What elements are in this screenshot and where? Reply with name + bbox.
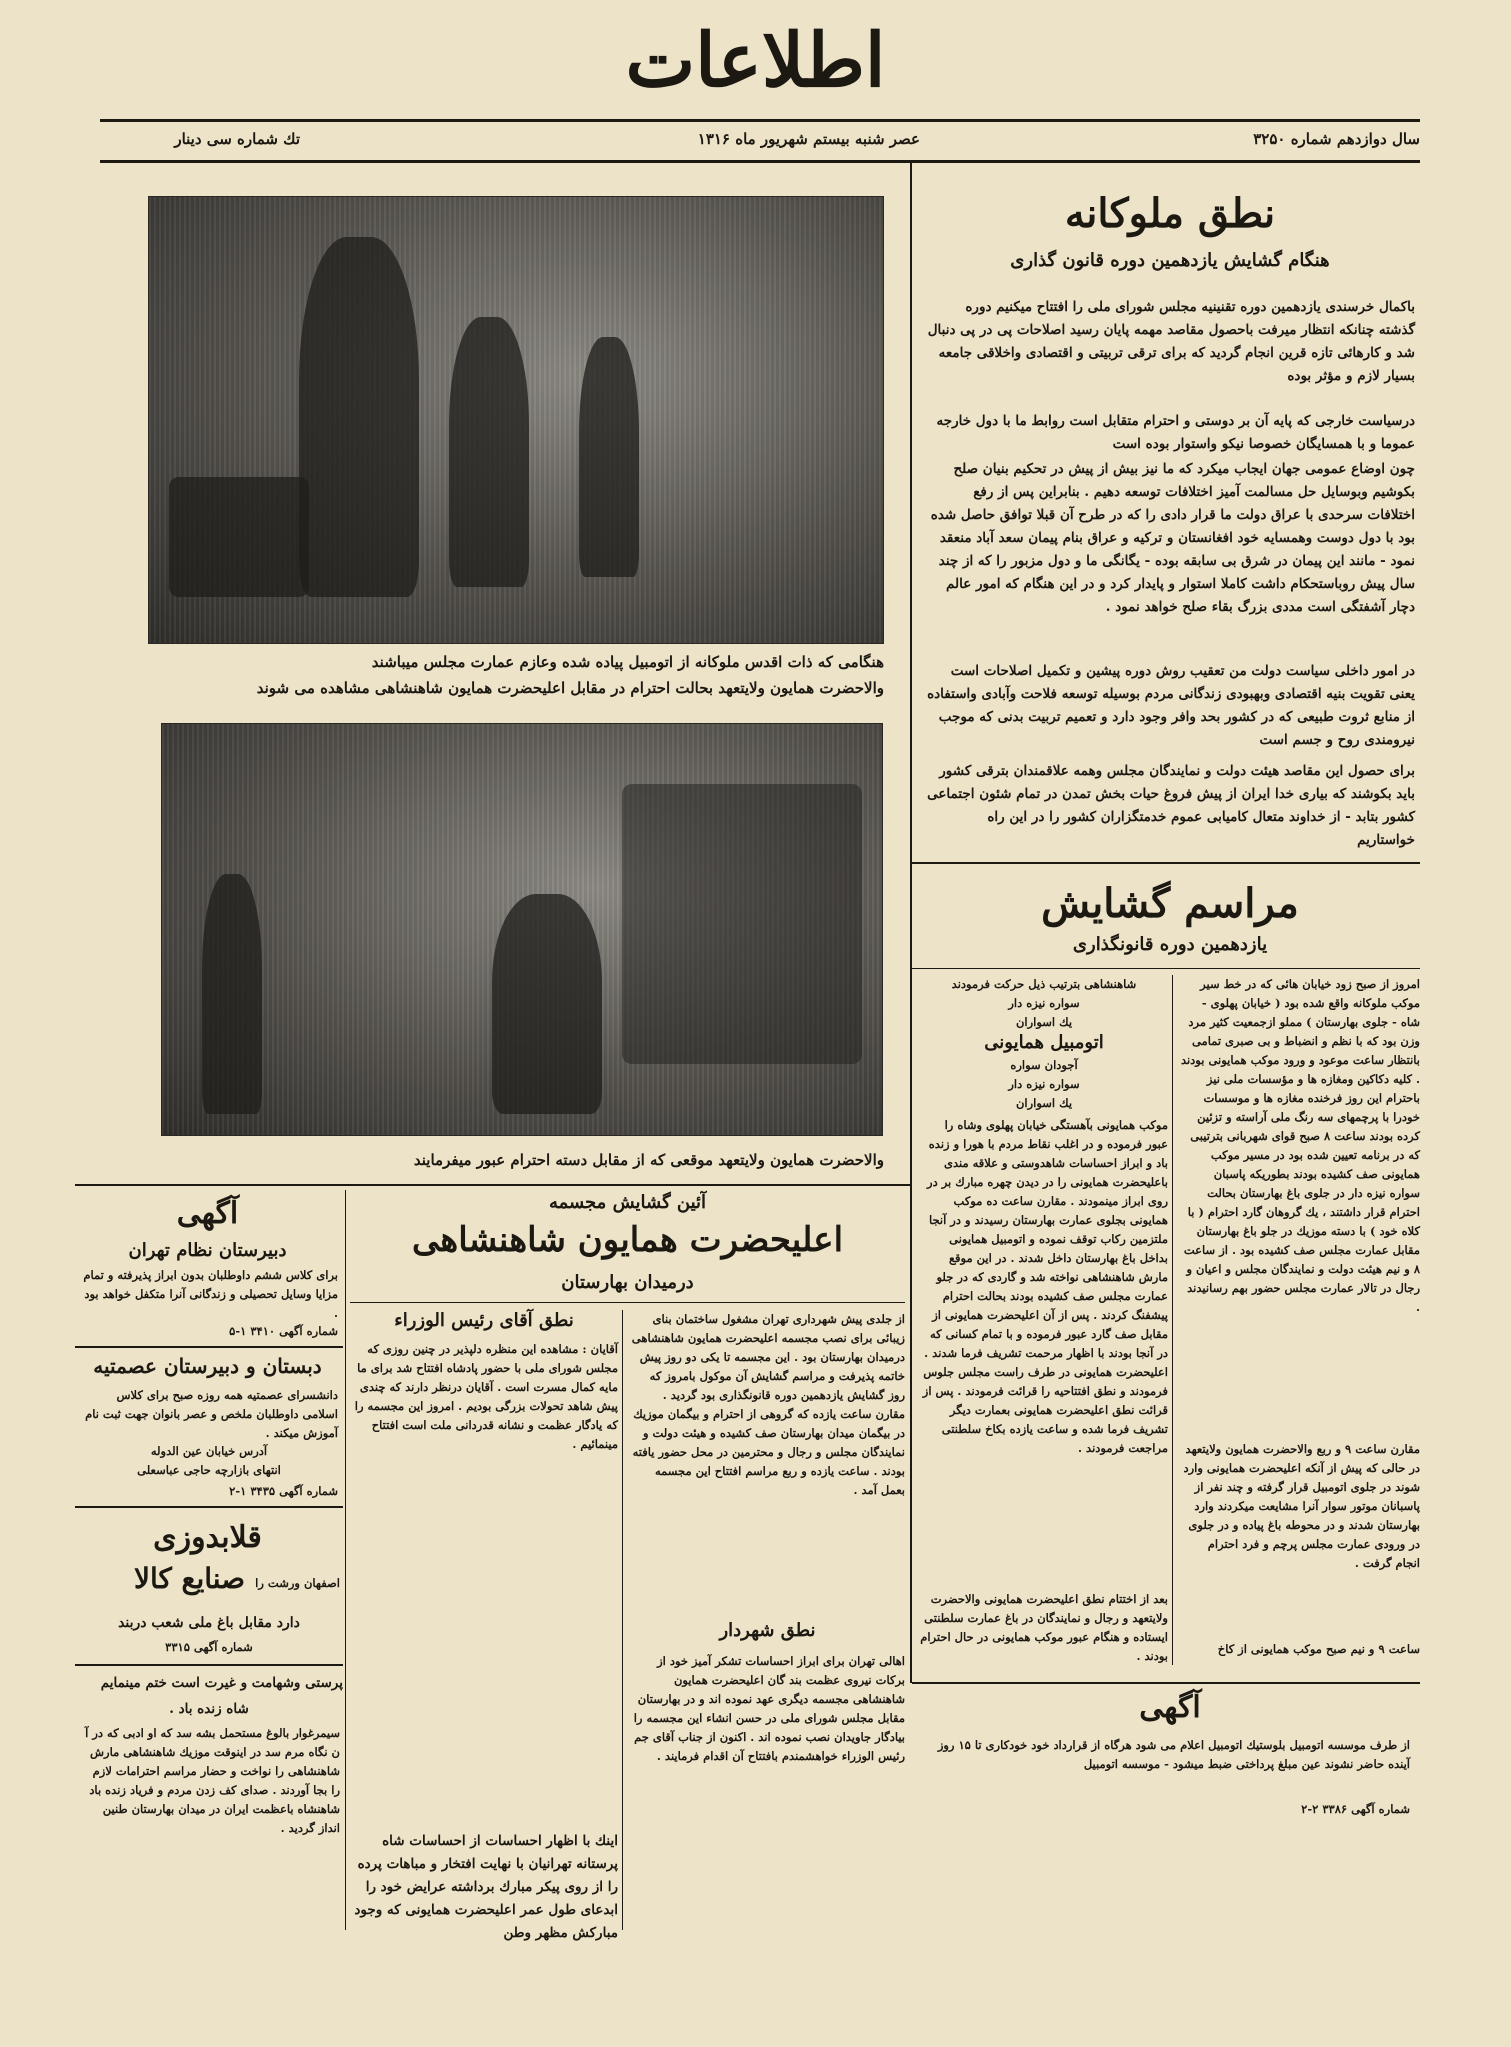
- photo-figure: [449, 317, 529, 587]
- ad-girls-school-address: آدرس خیابان عین الدوله: [150, 1444, 268, 1458]
- ad-girls-school-address2: انتهای بازارچه حاجی عباسعلی: [137, 1463, 281, 1477]
- ceremony-column-right-3: ساعت ۹ و نیم صبح موکب همایونی از کاخ: [1217, 1642, 1420, 1656]
- statue-column-right: از جلدی پیش شهرداری تهران مشغول ساختمان بنای زیبائی برای نصب مجسمه اعلیحضرت همایون شاهنشاهی درمیدان بهارستان بود . این مجسمه تا یکی دو روز پیش خاتمه پذیرفت و مراسم گشایش آن موکول بامروز که روز گشایش یازدهمین دوره قانونگذاری بود گردید . مقارن ساعت یازده که گروهی از احترام و بیگمان موزیك در بیگمان میدان بهارستان صف کشیده و هیئت دولت و نمایندگان مجلس و رجال و محترمین در محل حضور یافته بودند . ساعت یازده و ربع مراسم افتتاح این مجسمه بعمل آمد .: [631, 1312, 905, 1497]
- procession-line: سواره نیزه دار: [1008, 996, 1080, 1010]
- column-divider: [910, 163, 912, 1683]
- ad-school-title: آگهی: [176, 1196, 239, 1231]
- procession-line: یك اسواران: [1015, 1015, 1073, 1029]
- section-divider: [350, 1302, 905, 1303]
- pm-speech-heading: نطق آقای رئیس الوزراء: [394, 1310, 574, 1331]
- mayor-speech-text: اهالی تهران برای ابراز احساسات تشکر آمیز خود از برکات نیروی عظمت بند گان اعلیحضرت همایون شاهنشاهی مجسمه دیگری عهد نموده اند و در بهارستان مقابل مجلس شورای ملی در حسن انشاء این مجسمه را بیادگار جاویدان نصب نموده اند . اکنون از جناب آقای جم رئیس الوزراء خواهشمندم بافتتاح آن اقدام فرمایند .: [633, 1654, 905, 1763]
- ceremony-column-divider: [1172, 975, 1173, 1665]
- photo-figure: [299, 237, 419, 597]
- pm-speech-text: آقایان : مشاهده این منظره دلپذیر در چنین روزی که مجلس شورای ملی با حضور پادشاه افتتاح شد برای ما مایه کمال مسرت است . آقایان درنظر دارند که چندی پیش شاهد تحولات بزرگی بودیم . امروز این مجسمه را که یادگار عظمت و نشانه قدردانی ملت است افتتاح مینمائیم .: [354, 1342, 618, 1451]
- ad-embroidery-line1: اصفهان ورشت را: [255, 1576, 340, 1590]
- royal-speech-paragraph: باکمال خرسندی یازدهمین دوره تقنینیه مجلس شورای ملی را افتتاح میکنیم دوره گذشته چنانکه انتظار میرفت باحصول مقاصد مهمه پایان رسید اصلاحات پی در پی دنبال شد و کارهائی تازه قرین انجام گردید که برای ترقی تربیتی و اقتصادی واخلاقی جامعه بسیار لازم و مؤثر بوده: [927, 299, 1415, 384]
- procession-line: اتومبیل همایونی: [984, 1032, 1104, 1053]
- section-divider: [75, 1664, 343, 1666]
- ad-embroidery-title: قلابدوزی: [153, 1520, 262, 1555]
- royal-speech-paragraph: برای حصول این مقاصد هیئت دولت و نمایندگان مجلس وهمه علاقمندان بترقی کشور باید بکوشند که بیاری خدا ایران از پیش فروغ حیات بخش تمدن در تمام شئون اجتماعی کشور بتابد - از خداوند متعال کامیابی عموم خدمتگزاران کشور را در این راه خواستاریم: [927, 763, 1415, 848]
- pm-speech-bold: اینك با اظهار احساسات از احساسات شاه پرستانه تهرانیان با نهایت افتخار و مباهات پرده را از روی پیکر مبارك برداشته عرایض خود را ابدعای طول عمر اعلیحضرت همایونی که وجود مبارکش مظهر وطن: [354, 1833, 618, 1941]
- ceremony-title: مراسم گشایش: [1041, 880, 1299, 927]
- ad-girls-school-text: دانشسرای عصمتیه همه روزه صبح برای کلاس اسلامی داوطلبان ملخص و عصر بانوان جهت ثبت نام آموزش میکند .: [85, 1388, 338, 1440]
- masthead-top-rule: [100, 119, 1420, 122]
- royal-speech-title: نطق ملوکانه: [1064, 190, 1276, 237]
- issue-price: تك شماره سی دینار: [174, 130, 300, 148]
- section-divider: [912, 862, 1420, 864]
- patriotism-line: شاه زنده باد .: [169, 1701, 249, 1717]
- ad-notice-number: شماره آگهی ۳۳۸۶ ۲-۲: [1301, 1802, 1410, 1816]
- ad-embroidery-line3: دارد مقابل باغ ملی شعب دربند: [118, 1615, 300, 1631]
- ad-girls-school-number: شماره آگهی ۳۴۳۵ ۱-۲: [229, 1484, 338, 1498]
- ad-notice-text: از طرف موسسه اتومبیل بلوستیك اتومبیل اعلام می شود هرگاه از قرارداد خود خودکاری تا ۱۵ روز آینده حاضر نشوند عین مبلغ پرداختی ضبط میشود - موسسه اتومبیل: [937, 1738, 1410, 1771]
- section-divider: [75, 1184, 910, 1186]
- photo2-caption: والاحضرت همایون ولایتعهد موقعی که از مقابل دسته احترام عبور میفرمایند: [413, 1151, 884, 1169]
- statue-subtitle: درمیدان بهارستان: [561, 1272, 694, 1293]
- royal-speech-paragraph: درسیاست خارجی که پایه آن بر دوستی و احترام متقابل است روابط ما با دول خارجه عموما و با همسایگان خصوصا نیکو واستوار بوده است: [936, 413, 1415, 452]
- year-issue: سال دوازدهم شماره ۳۲۵۰: [1253, 130, 1420, 148]
- procession-line: یك اسواران: [1015, 1096, 1073, 1110]
- newspaper-title: اطلاعات: [625, 18, 886, 104]
- statue-title: اعلیحضرت همایون شاهنشاهی: [411, 1220, 844, 1260]
- procession-line: آجودان سواره: [1010, 1058, 1078, 1072]
- ad-school-text: برای کلاس ششم داوطلبان بدون ابراز پذیرفته و تمام مزایا وسایل تحصیلی و زندگانی آنرا متکفل خواهد بود .: [83, 1268, 338, 1320]
- ad-school-subtitle: دبیرستان نظام تهران: [128, 1240, 287, 1261]
- royal-speech-subtitle: هنگام گشایش یازدهمین دوره قانون گذاری: [1010, 250, 1330, 271]
- photo-figure: [579, 337, 639, 577]
- mayor-speech-heading: نطق شهردار: [719, 1620, 816, 1641]
- ads-column-divider: [345, 1190, 346, 1930]
- statue-column-divider: [622, 1310, 623, 1930]
- statue-kicker: آئین گشایش مجسمه: [548, 1192, 707, 1213]
- ceremony-column-right: امروز از صبح زود خیابان هائی که در خط سیر موکب ملوکانه واقع شده بود ( خیابان پهلوی - شاه - جلوی بهارستان ) مملو ازجمعیت کثیر مرد وزن بود که با نظم و انضباط و بی صبری تمامی بانتظار ساعت موعود و ورود موکب همایونی بودند . کلیه دکاکین ومغازه ها و مؤسسات ملی نیز باحترام این روز فرخنده مغازه ها و موسسات خودرا با پرچمهای سه رنگ ملی آراسته و تزئین کرده بودند ساعت ۸ صبح قوای شهربانی بترتیبی که در برنامه تعیین شده بود در مسیر موکب همایونی صف کشیده بودند بطوریکه پاسبان سواره نیزه دار در جلوی باغ بهارستان بحالت احترام قرار داشتند ، یك گروهان گارد احترام ( با کلاه خود ) با دسته موزیك در جلو باغ بهارستان مقابل عمارت مجلس صف کشیده بود . از ساعت ۸ و نیم هیئت دولت و نمایندگان مجلس و اعیان و رجال در تالار عمارت مجلس حضور بهم رسانیدند .: [1180, 977, 1420, 1314]
- ceremony-subtitle: یازدهمین دوره قانونگذاری: [1072, 934, 1268, 955]
- ad-school-number: شماره آگهی ۳۴۱۰ ۱-۵: [229, 1324, 338, 1338]
- issue-date: عصر شنبه بیستم شهریور ماه ۱۳۱۶: [697, 130, 920, 148]
- procession-line: سواره نیزه دار: [1008, 1077, 1080, 1091]
- masthead-bottom-rule: [100, 160, 1420, 163]
- ceremony-column-left-2: بعد از اختتام نطق اعلیحضرت همایونی والاحضرت ولایتعهد و رجال و نمایندگان در باغ عمارت سلطنتی ایستاده و هنگام عبور موکب همایونی در حال احترام بودند .: [920, 1592, 1168, 1663]
- photo1-caption-line1: هنگامی که ذات اقدس ملوکانه از اتومبیل پیاده شده وعازم عمارت مجلس میباشند: [371, 653, 884, 671]
- photo-figure: [622, 784, 862, 1064]
- photo-figure: [492, 894, 602, 1114]
- patriotism-text: سیمرغوار بالوغ مستحمل بشه سد که او ادبی که در آ ن نگاه مرم سد در اینوقت موزیك شاهنشاهی مارش شاهنشاهی را نواخت و حضار مراسم احترامات لازم را بجا آوردند . صدای کف زدن مردم و فریاد زنده باد شاهنشاه باعظمت ایران در میدان بهارستان طنین انداز گردید .: [85, 1726, 340, 1835]
- section-divider: [75, 1506, 343, 1508]
- photo1-caption-line2: والاحضرت همایون ولایتعهد بحالت احترام در مقابل اعلیحضرت همایون شاهنشاهی مشاهده می شوند: [256, 679, 884, 697]
- photo-car: [169, 477, 309, 597]
- royal-speech-paragraph: چون اوضاع عمومی جهان ایجاب میکرد که ما نیز بیش از پیش در تحکیم بنیان صلح بکوشیم وبوسایل حل مسالمت آمیز اختلافات توسعه دهیم . بنابراین پس از رفع اختلافات سرحدی با عراق دولت ما قرار دادی را که در طرح آن قبلا توافق حاصل شده بود با دول دوست وهمسایه خود افغانستان و ترکیه و عراق بنام پیمان سعد آباد منعقد نمود - مانند این پیمان در شرق بی سابقه بوده - یگانگی ما و دول مزبور را که از چند سال پیش روباستحکام داشت کاملا استوار و پایدار کرد و در این هنگام که امور عالم دچار آشفتگی است مددی بزرگ بقاء صلح خواهد نمود .: [930, 461, 1415, 615]
- ad-embroidery-number: شماره آگهی ۳۳۱۵: [165, 1640, 253, 1654]
- photo-crown-prince-review: [161, 723, 883, 1136]
- section-divider: [75, 1346, 343, 1348]
- ceremony-column-right-2: مقارن ساعت ۹ و ربع والاحضرت همایون ولایتعهد در حالی که پیش از آنکه اعلیحضرت همایونی وارد شوند در جلوی اتومبیل قرار گرفته و چند نفر از پاسبانان موتور سوار آنرا مشایعت میکردند وارد بهارستان شدند و در محوطه باغ پیاده و در جلوی در ورودی عمارت مجلس پرچم و فرد احترام انجام گرفت .: [1183, 1442, 1420, 1570]
- patriotism-title: پرستی وشهامت و غیرت است ختم مینمایم: [100, 1675, 343, 1691]
- section-divider: [912, 1682, 1420, 1684]
- section-divider: [912, 968, 1420, 969]
- ad-notice-title: آگهی: [1139, 1690, 1201, 1725]
- photo-figure: [202, 874, 262, 1114]
- ad-girls-school-title: دبستان و دبیرستان عصمتیه: [93, 1354, 322, 1378]
- photo-king-arriving: [148, 196, 884, 644]
- ad-embroidery-line2: صنایع کالا: [133, 1562, 245, 1595]
- masthead: [0, 0, 1511, 118]
- royal-speech-paragraph: در امور داخلی سیاست دولت من تعقیب روش دوره پیشین و تکمیل اصلاحات است یعنی تقویت بنیه اقتصادی وبهبودی زندگانی مردم بوسیله توسعه فلاحت وآبادی واستفاده از منابع ثروت طبیعی که در کشور بحد وافر وجود دارد و تعمیم تربیت بدنی که موجب نیرومندی روح و جسم است: [927, 663, 1415, 748]
- ceremony-column-left: موکب همایونی بآهستگی خیابان پهلوی وشاه را عبور فرموده و در اغلب نقاط مردم با هورا و زنده باد و ابراز احساسات شاهدوستی و علاقه مندی باعلیحضرت همایونی را در دیدن چهره مبارك بر در روی ابراز مینمودند . مقارن ساعت ده موکب همایونی بجلوی عمارت بهارستان رسیدند و در آنجا ملتزمین رکاب توقف نموده و اتومبیل همایونی بداخل باغ بهارستان داخل شدند . در این موقع مارش شاهنشاهی نواخته شد و گاردی که در جلو عمارت مجلس صف کشیده بودند بحالت احترام پیشفنگ کردند . پس از آن اعلیحضرت همایونی از مقابل صف گارد عبور فرموده و با تمام کسانی که در آنجا بودند با اظهار مرحمت تشریف فرما شدند . اعلیحضرت همایونی در طرف راست مجلس جلوس فرمودند و نطق افتتاحیه را قرائت فرمودند . پس از قرائت نطق اعلیحضرت همایونی بعمارت دیگر تشریف فرما شده و ساعت یازده بکاخ سلطنتی مراجعت فرمودند .: [922, 1118, 1168, 1455]
- procession-heading: شاهنشاهی بترتیب ذیل حرکت فرمودند: [951, 977, 1137, 991]
